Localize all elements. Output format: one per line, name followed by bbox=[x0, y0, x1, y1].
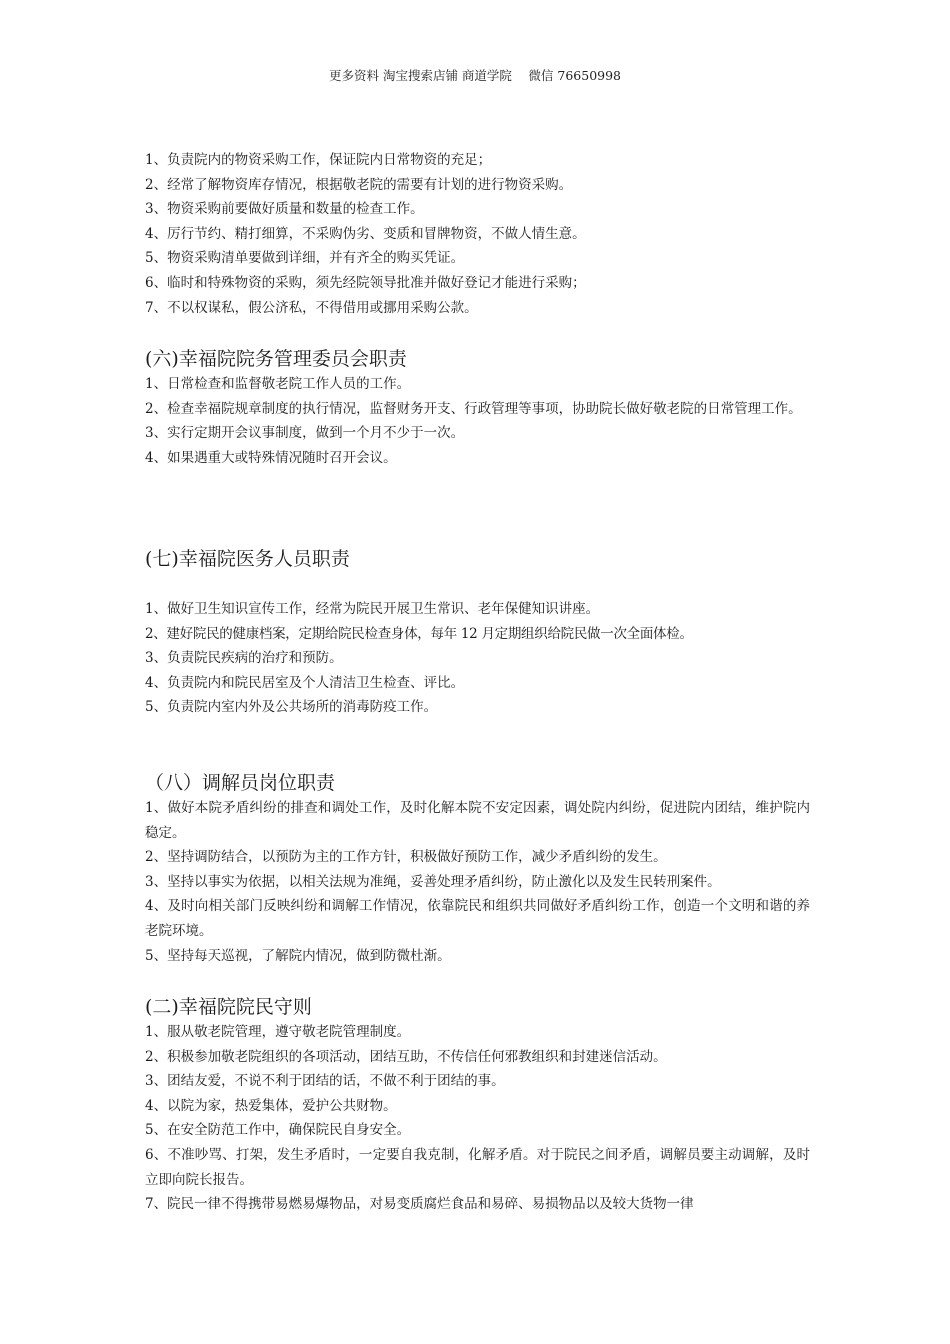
list-item: 5、在安全防范工作中，确保院民自身安全。 bbox=[145, 1122, 411, 1139]
list-item: 2、坚持调防结合，以预防为主的工作方针，积极做好预防工作，减少矛盾纠纷的发生。 bbox=[145, 849, 667, 866]
list-item: 1、负责院内的物资采购工作，保证院内日常物资的充足； bbox=[145, 152, 492, 168]
list-item: 7、不以权谋私，假公济私，不得借用或挪用采购公款。 bbox=[145, 299, 478, 316]
list-item: 1、日常检查和监督敬老院工作人员的工作。 bbox=[145, 376, 411, 392]
list-item: 6、不准吵骂、打架，发生矛盾时，一定要自我克制，化解矛盾。对于院民之间矛盾，调解员要主动调解，及时立即向院长报告。 bbox=[145, 1146, 810, 1188]
list-item: 3、团结友爱，不说不利于团结的话，不做不利于团结的事。 bbox=[145, 1073, 505, 1090]
list-item: 5、坚持每天巡视，了解院内情况，做到防微杜渐。 bbox=[145, 947, 451, 964]
purchase-duties-list bbox=[145, 148, 810, 320]
list-item: 1、做好卫生知识宣传工作，经常为院民开展卫生常识、老年保健知识讲座。 bbox=[145, 601, 600, 617]
list-item: 1、做好本院矛盾纠纷的排查和调处工作，及时化解本院不安定因素，调处院内纠纷，促进院内团结，维护院内稳定。 bbox=[145, 800, 810, 841]
section-two bbox=[145, 994, 810, 1217]
page-header: 更多资料 淘宝搜索店铺 商道学院 微信 76650998 bbox=[328, 68, 622, 83]
list-item: 4、厉行节约、精打细算，不采购伪劣、变质和冒牌物资，不做人情生意。 bbox=[145, 225, 586, 242]
list-item: 3、物资采购前要做好质量和数量的检查工作。 bbox=[145, 201, 424, 218]
list-item: 4、及时向相关部门反映纠纷和调解工作情况，依靠院民和组织共同做好矛盾纠纷工作，创造一个文明和谐的养老院环境。 bbox=[145, 898, 810, 939]
list-item: 4、负责院内和院民居室及个人清洁卫生检查、评比。 bbox=[145, 674, 465, 691]
list-item: 3、坚持以事实为依据，以相关法规为准绳，妥善处理矛盾纠纷，防止激化以及发生民转刑案件。 bbox=[145, 873, 721, 890]
list-item: 4、如果遇重大或特殊情况随时召开会议。 bbox=[145, 449, 397, 466]
section-title: (七)幸福院医务人员职责 bbox=[145, 548, 350, 570]
list-item: 3、负责院民疾病的治疗和预防。 bbox=[145, 650, 343, 667]
list-item: 3、实行定期开会议事制度，做到一个月不少于一次。 bbox=[145, 425, 465, 442]
list-item: 4、以院为家，热爱集体，爱护公共财物。 bbox=[145, 1097, 397, 1114]
list-item: 2、经常了解物资库存情况，根据敬老院的需要有计划的进行物资采购。 bbox=[145, 176, 573, 193]
section-eight bbox=[145, 770, 810, 968]
section-seven bbox=[145, 546, 810, 572]
list-item: 5、物资采购清单要做到详细，并有齐全的购买凭证。 bbox=[145, 250, 465, 267]
list-item: 5、负责院内室内外及公共场所的消毒防疫工作。 bbox=[145, 699, 438, 716]
list-item: 7、院民一律不得携带易燃易爆物品，对易变质腐烂食品和易碎、易损物品以及较大货物一律 bbox=[145, 1196, 694, 1213]
list-item: 2、建好院民的健康档案，定期给院民检查身体，每年 12 月定期组织给院民做一次全面体检。 bbox=[145, 625, 693, 642]
section-seven-list bbox=[145, 597, 810, 720]
section-title: （八）调解员岗位职责 bbox=[145, 772, 336, 794]
list-item: 6、临时和特殊物资的采购，须先经院领导批准并做好登记才能进行采购； bbox=[145, 274, 586, 291]
section-six bbox=[145, 346, 810, 470]
list-item: 2、积极参加敬老院组织的各项活动，团结互助，不传信任何邪教组织和封建迷信活动。 bbox=[145, 1048, 667, 1065]
section-title: (二)幸福院院民守则 bbox=[145, 996, 312, 1018]
section-title: (六)幸福院院务管理委员会职责 bbox=[145, 348, 407, 370]
list-item: 1、服从敬老院管理，遵守敬老院管理制度。 bbox=[145, 1024, 411, 1040]
list-item: 2、检查幸福院规章制度的执行情况，监督财务开支、行政管理等事项，协助院长做好敬老院的日常管理工作。 bbox=[145, 400, 802, 417]
